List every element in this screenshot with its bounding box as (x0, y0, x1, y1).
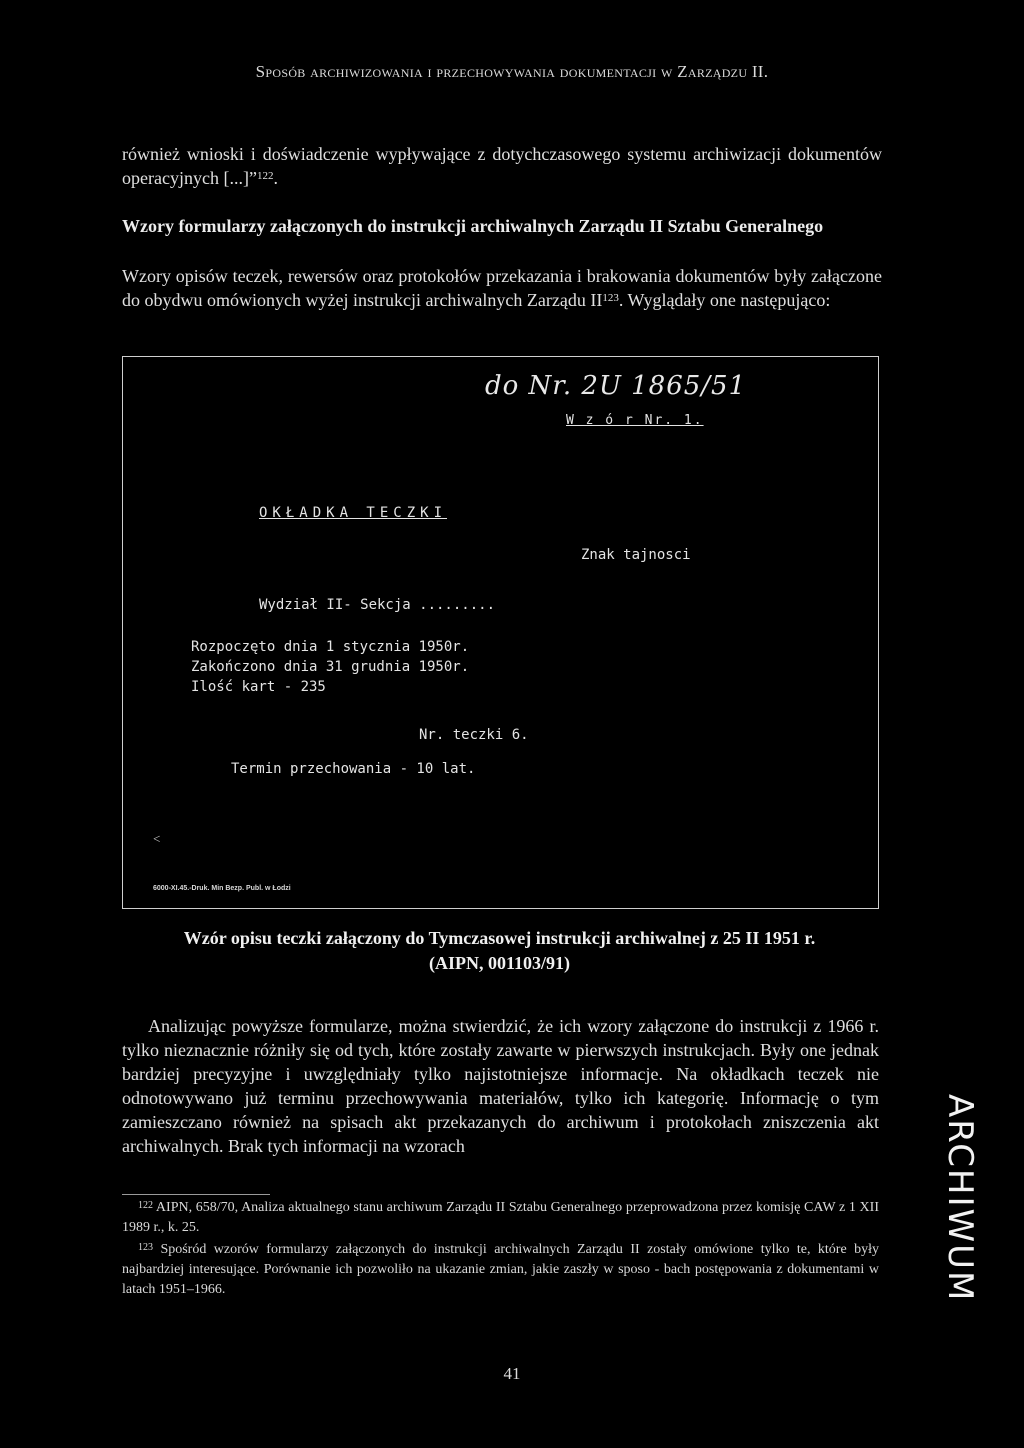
footnote-num: 123 (138, 1242, 153, 1253)
footnote-divider (122, 1194, 270, 1195)
folder-cover-scan (122, 356, 879, 909)
section-text-after: . Wyglądały one następująco: (618, 290, 831, 310)
footnote-text: Spośród wzorów formularzy załączonych do instrukcji archiwalnych Zarządu II zostały omówione tylko te, które były najbardziej interesujące. Porównanie ich pozwoliło na ukazanie zmian, jakie zaszły w sposo - bach postępowania z dokumentami w latach 1951–1966. (122, 1242, 879, 1297)
analysis-paragraph (122, 1014, 879, 1158)
intro-end: . (273, 168, 278, 188)
running-head: Sposób archiwizowania i przechowywania dokumentacji w Zarządzu II. (255, 62, 769, 81)
wzor-label: W z ó r Nr. 1. (566, 413, 704, 428)
section-heading: Wzory formularzy załączonych do instrukcji archiwalnych Zarządu II Sztabu Generalnego (122, 216, 824, 236)
department-line: Wydział II- Sekcja ......... (259, 597, 496, 613)
footnote-122 (122, 1198, 879, 1238)
caption-line-1: Wzór opisu teczki załączony do Tymczasowej instrukcji archiwalnej z 25 II 1951 r. (183, 928, 816, 948)
handwritten-reference: do Nr. 2U 1865/51 (485, 371, 747, 401)
analysis-text: Analizując powyższe formularze, można stwierdzić, że ich wzory załączone do instrukcji z 1966 r. tylko nieznacznie różniły się od tych, które zostały zawarte w pierwszych instrukcjach. Były one jednak bardziej precyzyjne i uwzględniały tylko najistotniejsze informacje. Na okładkach teczek nie odnotowywano już terminu przechowywania materiałów, tylko ich kategorię. Informację o tym zamieszczano również na spisach akt przekazanych do archiwum i protokołach zniszczenia akt archiwalnych. Brak tych informacji na wzorach (122, 1016, 879, 1156)
section-paragraph (122, 264, 882, 312)
figure-caption (122, 926, 877, 976)
cover-title: OKŁADKA TECZKI (259, 505, 448, 521)
footnote-123 (122, 1240, 879, 1300)
sheets-line: Ilość kart - 235 (191, 679, 326, 695)
retention-line: Termin przechowania - 10 lat. (231, 761, 476, 777)
started-line: Rozpoczęto dnia 1 stycznia 1950r. (191, 639, 470, 655)
section-text-before: Wzory opisów teczek, rewersów oraz protokołów przekazania i brakowania dokumentów były załączone do obydwu omówionych wyżej instrukcji archiwalnych Zarządu II (122, 266, 882, 310)
caption-line-2: (AIPN, 001103/91) (429, 953, 570, 973)
intro-text: również wnioski i doświadczenie wypływające z dotychczasowego systemu archiwizacji dokumentów operacyjnych [...]” (122, 144, 882, 188)
footnote-ref-122[interactable]: 122 (256, 170, 274, 182)
page-number: 41 (503, 1364, 521, 1383)
footnote-text: AIPN, 658/70, Analiza aktualnego stanu archiwum Zarządu II Sztabu Generalnego przeprowadzona przez komisję CAW z 1 XII 1989 r., k. 25. (122, 1200, 879, 1235)
footnotes (122, 1198, 879, 1302)
footnote-num: 122 (138, 1200, 153, 1211)
journal-side-label: ARCHIWUM (940, 1094, 980, 1303)
print-note: 6000-XI.45.-Druk. Min Bezp. Publ. w Łodzi (153, 885, 291, 892)
footnote-ref-123[interactable]: 123 (602, 292, 619, 304)
intro-paragraph (122, 142, 882, 190)
dates-block (191, 637, 469, 697)
secrecy-label: Znak tajnosci (581, 547, 691, 563)
ended-line: Zakończono dnia 31 grudnia 1950r. (191, 659, 470, 675)
small-mark: < (153, 831, 161, 846)
folder-number: Nr. teczki 6. (419, 727, 529, 743)
